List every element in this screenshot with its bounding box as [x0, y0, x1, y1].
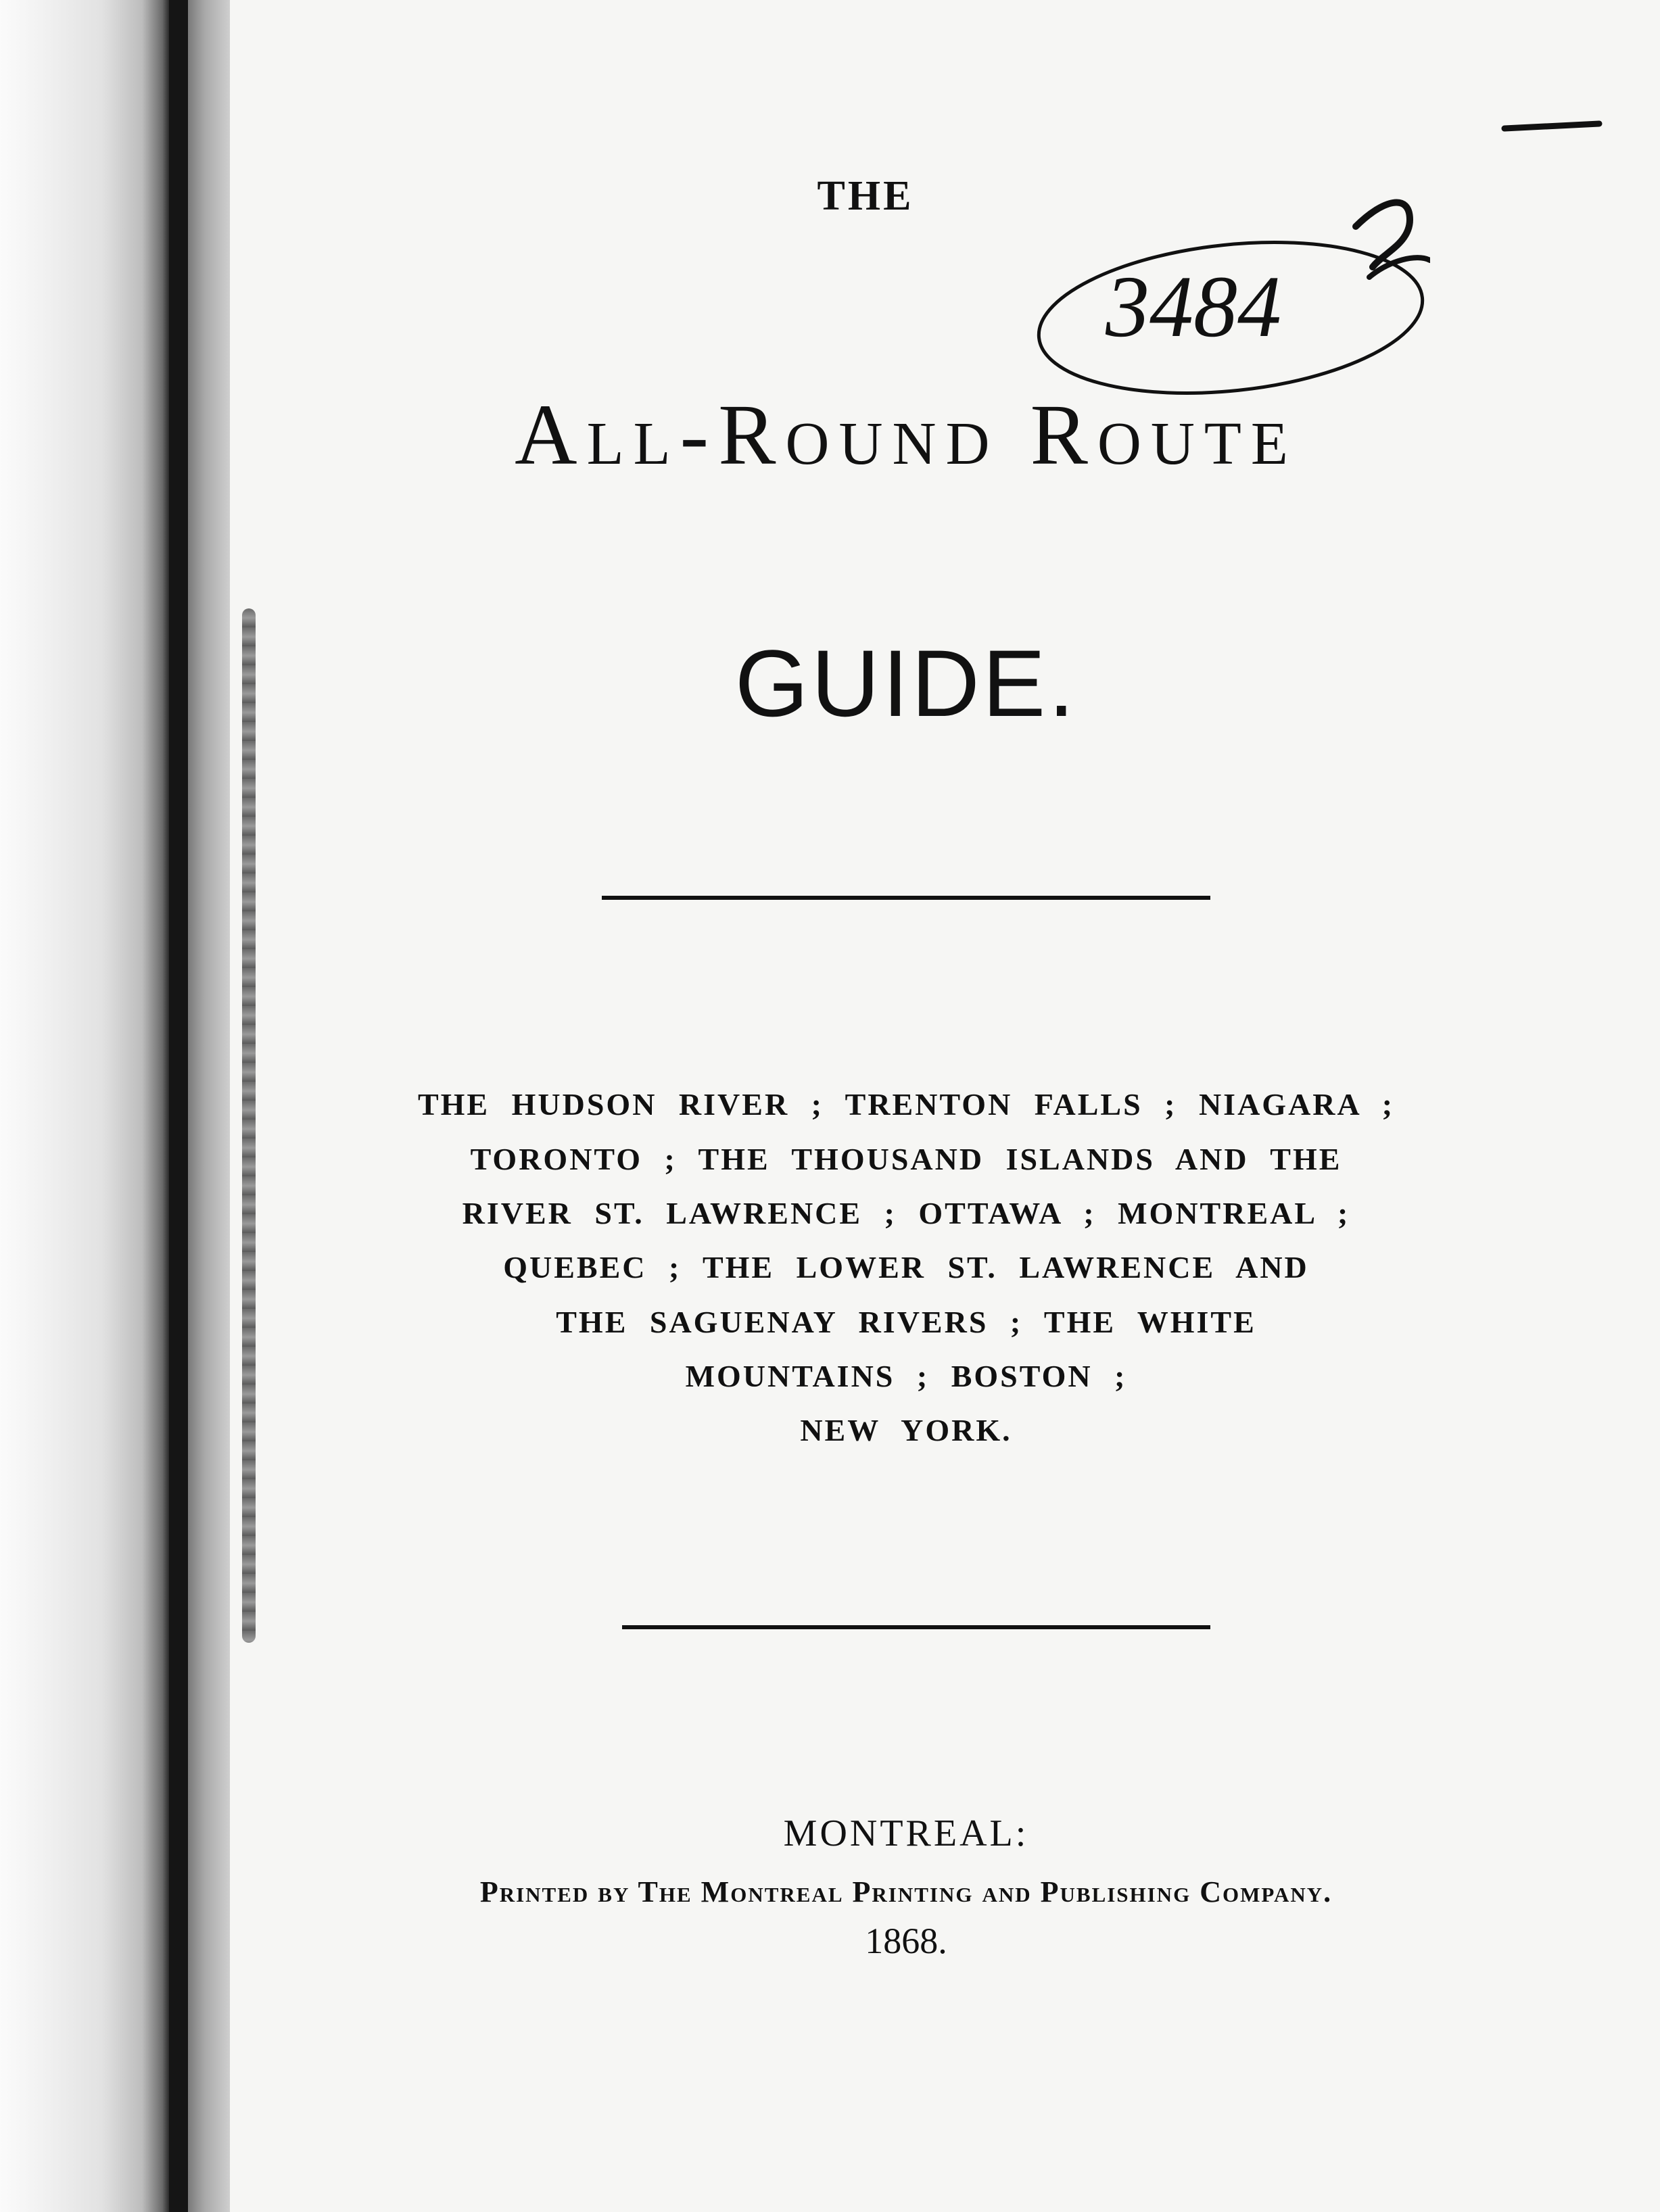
handwritten-catalog-mark — [1031, 179, 1430, 402]
contents-line: MOUNTAINS ; BOSTON ; — [685, 1359, 1127, 1393]
contents-line: TORONTO ; THE THOUSAND ISLANDS AND THE — [470, 1142, 1342, 1176]
title-guide: GUIDE. — [734, 630, 1078, 736]
contents-line: THE SAGUENAY RIVERS ; THE WHITE — [556, 1305, 1256, 1339]
stamp-number: 3484 — [1106, 258, 1281, 356]
bottom-rule — [622, 1625, 1210, 1629]
contents-line: QUEBEC ; THE LOWER ST. LAWRENCE AND — [503, 1250, 1309, 1284]
contents-line: NEW YORK. — [800, 1413, 1012, 1447]
left-page-edge — [0, 0, 169, 2212]
top-rule — [602, 896, 1210, 900]
contents-line: THE HUDSON RIVER ; TRENTON FALLS ; NIAGARA ; — [417, 1087, 1395, 1122]
binding-stitch — [242, 608, 256, 1643]
publication-year: 1868. — [865, 1921, 947, 1961]
book-spine — [169, 0, 188, 2212]
imprint-city: MONTREAL: — [783, 1812, 1029, 1854]
contents-line: RIVER ST. LAWRENCE ; OTTAWA ; MONTREAL ; — [462, 1196, 1350, 1230]
main-title: All-Round Route — [515, 387, 1298, 483]
spine-shadow — [188, 0, 230, 2212]
handwritten-dash — [1501, 112, 1603, 139]
printer-line: Printed by The Montreal Printing and Publishing Company. — [479, 1875, 1333, 1908]
title-the: THE — [817, 173, 914, 219]
